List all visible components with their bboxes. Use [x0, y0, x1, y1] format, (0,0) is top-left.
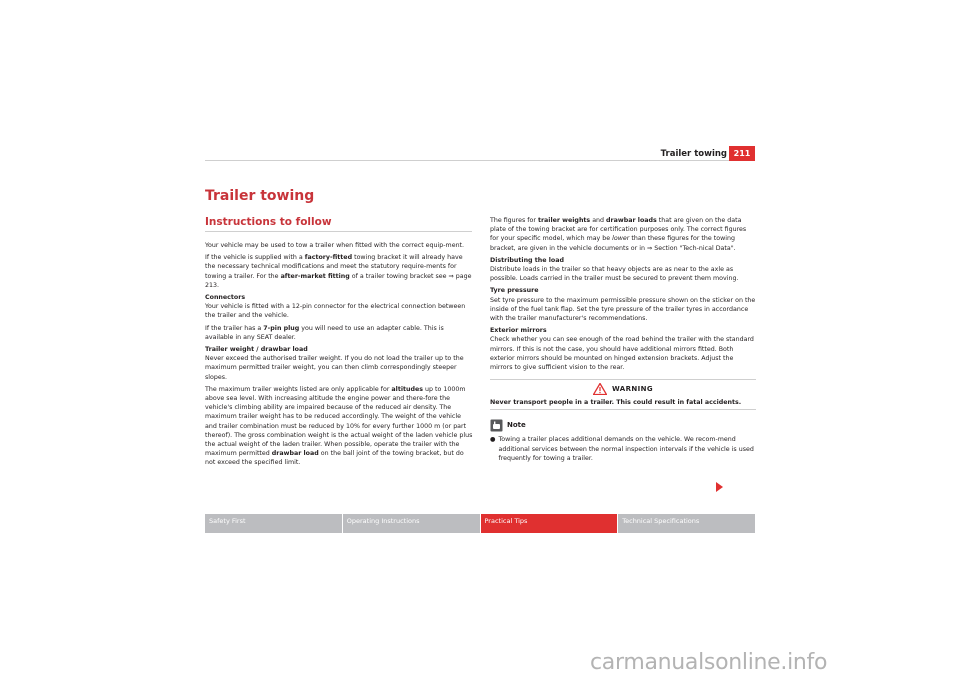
section-rule: [205, 231, 472, 232]
warning-triangle-icon: [593, 383, 607, 395]
paragraph: The figures for trailer weights and drawbar loads that are given on the data plate of the towing bracket are for certification purposes only. The correct figures for your specific model, which may be lower than these figures for the towing bracket, are given in the vehicle documents or in ⇒ Section "Tech-nical Data".: [490, 217, 747, 252]
note-title: Note: [507, 421, 526, 430]
note-header: [490, 419, 756, 432]
subheading-connectors: Connectors: [205, 294, 246, 302]
warning-header: [490, 383, 756, 395]
paragraph: Your vehicle may be used to tow a trailer when fitted with the correct equip-ment.: [205, 242, 465, 249]
paragraph: Distribute loads in the trailer so that heavy objects are as near to the axle as possible. Loads carried in the trailer must be secured to prevent them moving.: [490, 266, 739, 283]
left-column: [205, 241, 473, 471]
page-number-badge: 211: [729, 146, 755, 161]
subheading-exterior-mirrors: Exterior mirrors: [490, 327, 547, 335]
warning-box: [490, 379, 756, 410]
subheading-distributing-load: Distributing the load: [490, 256, 564, 264]
warning-text: Never transport people in a trailer. This could result in fatal accidents.: [490, 399, 742, 407]
note-text: Towing a trailer places additional demands on the vehicle. We recom-mend additional services between the normal inspection intervals if the vehicle is used frequently for towing a trailer.: [498, 436, 754, 462]
paragraph: Never exceed the authorised trailer weight. If you do not load the trailer up to the maximum permitted trailer weight, you can then climb correspondingly steeper slopes.: [205, 355, 464, 381]
note-item: [490, 435, 756, 463]
paragraph: Check whether you can see enough of the road behind the trailer with the standard mirrors. If this is not the case, you should have additional mirrors fitted. Both exterior mirrors should be mounted on hinged extension brackets. Adjust the mirrors to give sufficient vision to the rear.: [490, 336, 754, 372]
paragraph: Set tyre pressure to the maximum permissible pressure shown on the sticker on the inside of the fuel tank flap. Set the tyre pressure of the trailer tyres in accordance with the trailer manufacturer's recommendations.: [490, 296, 756, 323]
watermark: carmanualsonline.info: [590, 650, 828, 675]
paragraph: If the vehicle is supplied with a factory-fitted towing bracket it will already have the necessary technical modifications and meet the statutory require-ments for towing a trailer. For the after-market fitting of a trailer towing bracket see ⇒ page 213.: [205, 254, 472, 289]
running-header: Trailer towing: [660, 149, 727, 159]
paragraph: If the trailer has a 7-pin plug you will need to use an adapter cable. This is available in any SEAT dealer.: [205, 324, 444, 341]
paragraph: Your vehicle is fitted with a 12-pin connector for the electrical connection between the trailer and the vehicle.: [205, 303, 466, 320]
header-rule: [205, 160, 755, 161]
next-page-arrow-icon[interactable]: [716, 482, 723, 492]
warning-title: WARNING: [611, 384, 654, 393]
right-column: [490, 216, 756, 463]
footer-tab-practical-tips[interactable]: Practical Tips: [481, 514, 618, 533]
footer-tab-operating-instructions[interactable]: Operating Instructions: [343, 514, 480, 533]
section-heading: Instructions to follow: [205, 216, 332, 228]
footer-tab-safety-first[interactable]: Safety First: [205, 514, 342, 533]
subheading-trailer-weight: Trailer weight / drawbar load: [205, 346, 308, 354]
paragraph: The maximum trailer weights listed are only applicable for altitudes up to 1000m above sea level. With increasing altitude the engine power and there-fore the vehicle's climbing ability are impaired because of the reduced air density. The maximum trailer weight has to be reduced accordingly. The weight of the vehicle and trailer combination must be reduced by 10% for every further 1000 m (or part thereof). The gross combination weight is the actual weight of the laden vehicle plus the actual weight of the laden trailer. When possible, operate the trailer with the maximum permitted drawbar load on the ball joint of the towing bracket, but do not exceed the specified limit.: [205, 385, 473, 467]
subheading-tyre-pressure: Tyre pressure: [490, 287, 539, 295]
bullet: ●: [490, 436, 496, 444]
footer-tab-technical-specifications[interactable]: Technical Specifications: [618, 514, 755, 533]
page-title: Trailer towing: [205, 188, 315, 204]
footer-nav: [205, 514, 755, 533]
note-hand-icon: [490, 419, 503, 432]
